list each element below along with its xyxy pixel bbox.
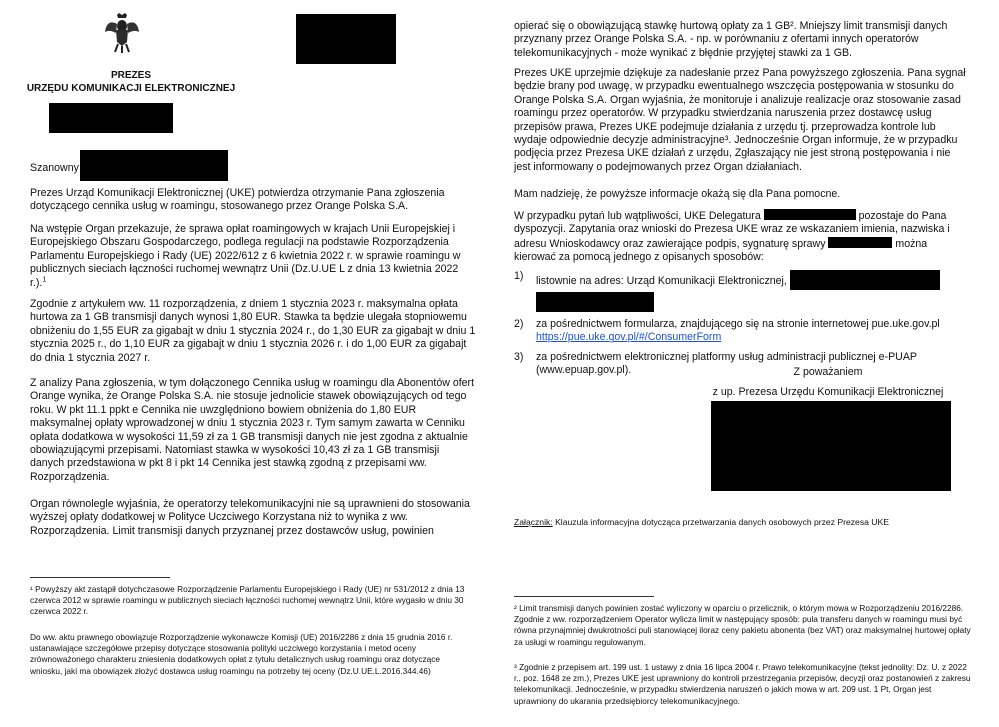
footnote-ref-1: 1 <box>42 276 47 284</box>
sender-title-line1: PREZES <box>110 70 151 81</box>
letter-page-left <box>0 0 499 727</box>
paragraph-thanks: Prezes UKE uprzejmie dziękuje za nadesłanie przez Pana powyższego zgłoszenia. Pana sygnał będzie brany pod uwagę, w przypadku ewentualnego wszczęcia postępowania w stosunku do Orange Polska S.A. Organ wyjaśnia, że monitoruje i analizuje realizacje oraz stosowanie zasad roamingu przez operatorów. W przypadku stwierdzania naruszenia przez dostawcę usług przepisów prawa, Prezes UKE podejmuje działania z urzędu tj. przeprowadza kontrole lub wydaje odpowiednie decyzje administracyjne³. Jednocześnie Organ informuje, że w przypadku podjęcia przez Prezesa UKE działań z urzędu, Zgłaszający nie jest stroną postępowania i nie jest informowany o podejmowanych przez Organ działaniach. <box>514 67 966 173</box>
redacted-block <box>296 14 396 64</box>
paragraph-contact: W przypadku pytań lub wątpliwości, UKE Delegatura pozostaje do Pana dyspozycji. Zapytania oraz wnioski do Prezesa UKE wraz ze wskazaniem imienia, nazwiska i adresu Wnioskodawcy oraz zawierające podpis, sygnaturę sprawy można kierować za pomocą jednego z opisanych sposobów: <box>514 210 950 264</box>
closing-signatory: z up. Prezesa Urzędu Komunikacji Elektronicznej <box>712 386 944 398</box>
paragraph-hope: Mam nadzieję, że powyższe informacje okażą się dla Pana pomocne. <box>514 188 841 200</box>
footnote-1: ¹ Powyższy akt zastąpił dotychczasowe Rozporządzenie Parlamentu Europejskiego i Rady (UE) nr 531/2012 z dnia 13 czerwca 2012 w sprawie roamingu w publicznych sieciach łączności ruchomej wewnątrz Unii, które wygasło w dniu 30 czerwca 2022 r. <box>30 584 465 617</box>
consumer-form-link[interactable]: https://pue.uke.gov.pl/#/ConsumerForm <box>536 331 722 344</box>
sender-title-line2: URZĘDU KOMUNIKACJI ELEKTRONICZNEJ <box>26 82 236 94</box>
footnote-divider <box>514 596 654 597</box>
paragraph-regulation: Na wstępie Organ przekazuje, że sprawa opłat roamingowych w krajach Unii Europejskiej i Europejskiego Obszaru Gospodarczego, podlega regulacji na podstawie Rozporządzenia Parlamentu Europejskiego i Rady (UE) 2022/612 z 6 kwietnia 2022 r. w sprawie roamingu w publicznych sieciach łączności ruchomej wewnątrz Unii (Dz.U.UE L z dnia 13 kwietnia 2022 r.).$^1$ <box>30 223 461 289</box>
footnote-2: ² Limit transmisji danych powinien zostać wyliczony w oparciu o przelicznik, o którym mowa w Rozporządzeniu 2016/2286. Zgodnie z ww. rozporządzeniem Operator wylicza limit w następujący sposób: pula transferu danych w roamingu musi być równa przynajmniej dwukrotności puli stanowiącej iloraz ceny pakietu abonenta (bez VAT) oraz maksymalnej hurtowej opłaty za usługi w roamingu regulowanym. <box>514 603 971 647</box>
redacted-address <box>790 270 940 290</box>
paragraph-analysis: Z analizy Pana zgłoszenia, w tym dołączonego Cennika usług w roamingu dla Abonentów ofert Orange wynika, że Orange Polska S.A. nie stosuje jednolicie stawek obowiązujących od tego roku. W pkt 11.1 ppkt e Cennika nie uwzględniono bowiem obniżenia do 1,80 EUR maksymalnej opłaty wprowadzonej w dniu 1 stycznia 2023 r. Tym samym zawarta w Cenniku opłata dodatkowa w wysokości 11,59 zł za 1 GB transmisji danych nie jest zgodna z aktualnie obowiązującymi przepisami. Natomiast stawka w wysokości 10,43 zł za 1 GB transmisji danych przedstawiona w pkt 8 i pkt 14 Cennika jest stawką zgodną z przepisami ww. Rozporządzenia. <box>30 377 475 483</box>
closing-regards: Z poważaniem <box>793 366 863 378</box>
greeting: Szanowny <box>30 162 79 174</box>
redacted-signature <box>711 401 951 491</box>
paragraph-fair-use: Organ równolegle wyjaśnia, że operatorzy telekomunikacyjni nie są uprawnieni do stosowania wyższej opłaty dodatkowej w Polityce Uczciwego Korzystana niż to wynika z ww. Rozporządzenia. Limit transmisji danych przyznanej przez dostawców usług, powinien <box>30 498 470 537</box>
list-item: 3) za pośrednictwem elektronicznej platformy usług administracji publicznej e-PUAP (www.epuap.gov.pl). <box>514 350 917 377</box>
redacted-inline <box>764 209 856 220</box>
footnote-3: ³ Zgodnie z przepisem art. 199 ust. 1 ustawy z dnia 16 lipca 2004 r. Prawo telekomunikacyjne (tekst jednolity: Dz. U. z 2022 r., poz. 1648 ze zm.), Prezes UKE jest uprawniony do kontroli przestrzegania przepisów, decyzji oraz postanowień z zakresu telekomunikacji. Jednocześnie, w przypadku stwierdzenia naruszeń o jakich mowa w art. 209 ust. 1 Pt, Organ jest uprawniony do ukarania przedsiębiorcy telekomunikacyjnego. <box>514 662 971 706</box>
list-item: 2) za pośrednictwem formularza, znajdującego się na stronie internetowej pue.uke.gov.pl https://pue.uke.gov.pl/#/ConsumerForm <box>514 318 940 344</box>
paragraph-intro: Prezes Urząd Komunikacji Elektronicznej (UKE) potwierdza otrzymanie Pana zgłoszenia dotyczącego cennika usług w roamingu, stosowanego przez Orange Polska S.A. <box>30 187 445 213</box>
paragraph-continuation: opierać się o obowiązującą stawkę hurtową opłaty za 1 GB². Mniejszy limit transmisji danych przyznany przez Orange Polska S.A. - np. w porównaniu z ofertami innych operatorów telekomunikacyjnych - może wynikać z błędnie przyjętej stawki za 1 GB. <box>514 20 948 59</box>
footnote-1-cont: Do ww. aktu prawnego obowiązuje Rozporządzenie wykonawcze Komisji (UE) 2016/2286 z dnia 15 grudnia 2016 r. ustanawiające szczegółowe przepisy dotyczące stosowania polityki uczciwego korzystania i metod oceny zrównoważonego charakteru zniesienia dodatkowych opłat z tytułu detalicznych usług roamingu oraz dotyczące wniosku, jaki ma obowiązek złożyć dostawca usług roamingu na potrzeby tej oceny (Dz.U.UE.L.2016.344.46) <box>30 632 453 676</box>
list-item: 1) listownie na adres: Urząd Komunikacji Elektronicznej, <box>514 270 969 312</box>
redacted-address-line2 <box>536 292 654 312</box>
sender-title <box>0 70 262 95</box>
redacted-inline <box>828 237 892 248</box>
redacted-block <box>49 103 173 133</box>
letter-page-right <box>500 0 999 727</box>
attachment-note: Załącznik: Klauzula informacyjna dotycząca przetwarzania danych osobowych przez Prezesa UKE <box>514 517 889 527</box>
polish-eagle-emblem-icon <box>104 12 140 54</box>
paragraph-wholesale-rates: Zgodnie z artykułem ww. 11 rozporządzenia, z dniem 1 stycznia 2023 r. maksymalna opłata hurtowa za 1 GB transmisji danych wynosi 1,80 EUR. Stawka ta będzie ulegała stopniowemu obniżeniu do 1,55 EUR za gigabajt w dniu 1 stycznia 2024 r., do 1,30 EUR za gigabajt w dniu 1 stycznia 2025 r., do 1,10 EUR za gigabajt w dniu 1 stycznia 2026 r. i do 1,00 EUR za gigabajt do dnia 1 stycznia 2027 r. <box>30 298 476 364</box>
footnote-divider <box>30 577 170 578</box>
redacted-recipient <box>80 150 228 181</box>
